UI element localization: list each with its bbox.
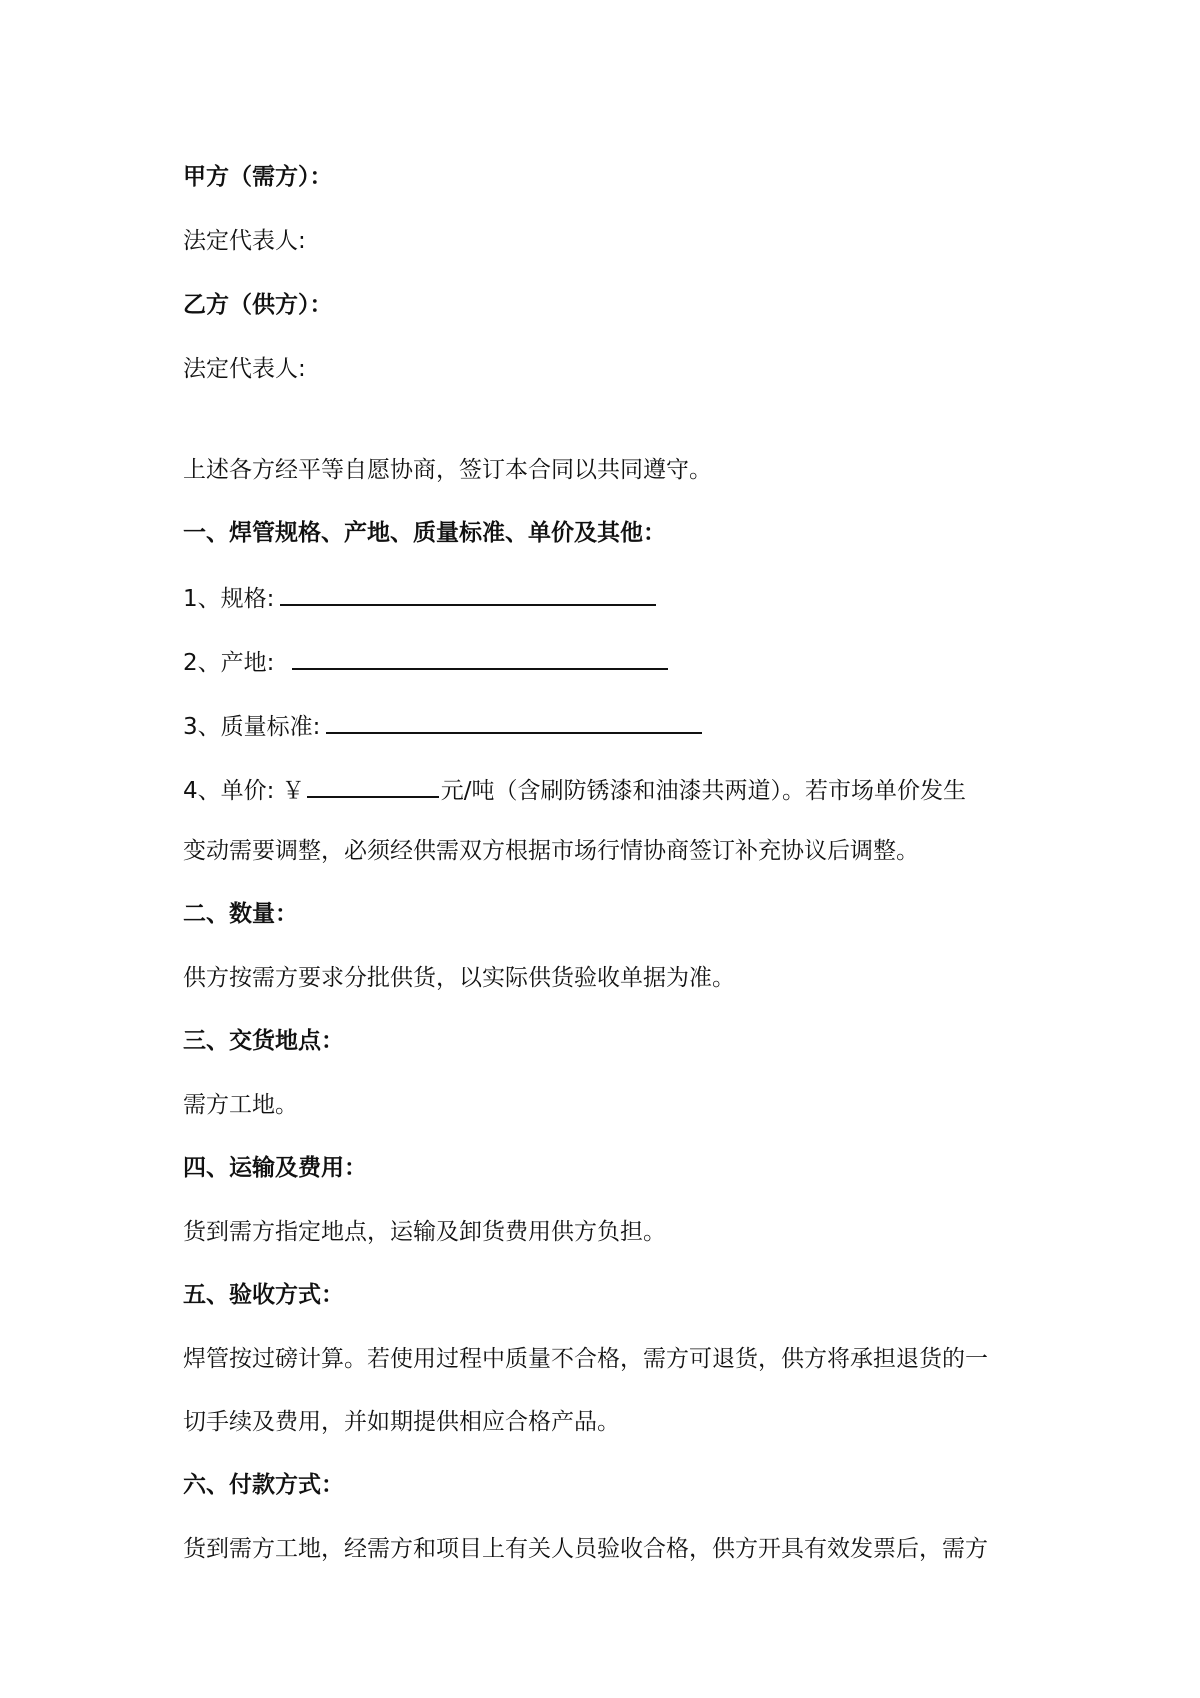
section2-heading: 二、数量： — [183, 901, 298, 927]
section6-body-line1: 货到需方工地，经需方和项目上有关人员验收合格，供方开具有效发票后，需方 — [183, 1536, 988, 1562]
party-b-heading: 乙方（供方）： — [183, 292, 333, 318]
origin-blank — [292, 646, 668, 670]
spec-blank — [280, 582, 656, 606]
section2-body: 供方按需方要求分批供货，以实际供货验收单据为准。 — [183, 965, 735, 991]
price-line — [183, 774, 966, 806]
party-a-representative: 法定代表人: — [183, 228, 306, 254]
section5-body-line1: 焊管按过磅计算。若使用过程中质量不合格，需方可退货，供方将承担退货的一 — [183, 1346, 988, 1372]
section5-heading: 五、验收方式： — [183, 1282, 344, 1308]
price-prefix: 4、单价: ￥ — [183, 778, 305, 804]
quality-label: 3、质量标准: — [183, 714, 321, 740]
price-continuation: 变动需要调整，必须经供需双方根据市场行情协商签订补充协议后调整。 — [183, 838, 919, 864]
origin-line — [183, 646, 668, 678]
quality-blank — [326, 710, 702, 734]
section3-body: 需方工地。 — [183, 1092, 298, 1118]
section3-heading: 三、交货地点： — [183, 1028, 344, 1054]
quality-line — [183, 710, 702, 742]
party-b-representative: 法定代表人: — [183, 356, 306, 382]
section4-body: 货到需方指定地点，运输及卸货费用供方负担。 — [183, 1219, 666, 1245]
spec-line — [183, 582, 656, 614]
section5-body-line2: 切手续及费用，并如期提供相应合格产品。 — [183, 1409, 620, 1435]
party-a-heading: 甲方（需方）： — [183, 164, 333, 190]
origin-label: 2、产地: — [183, 650, 275, 676]
price-suffix: 元/吨（含刷防锈漆和油漆共两道）。若市场单价发生 — [440, 778, 966, 804]
intro-text: 上述各方经平等自愿协商，签订本合同以共同遵守。 — [183, 457, 712, 483]
price-blank — [307, 774, 439, 798]
section6-heading: 六、付款方式： — [183, 1472, 344, 1498]
section4-heading: 四、运输及费用： — [183, 1155, 367, 1181]
spec-label: 1、规格: — [183, 586, 275, 612]
section1-heading: 一、焊管规格、产地、质量标准、单价及其他： — [183, 520, 666, 546]
